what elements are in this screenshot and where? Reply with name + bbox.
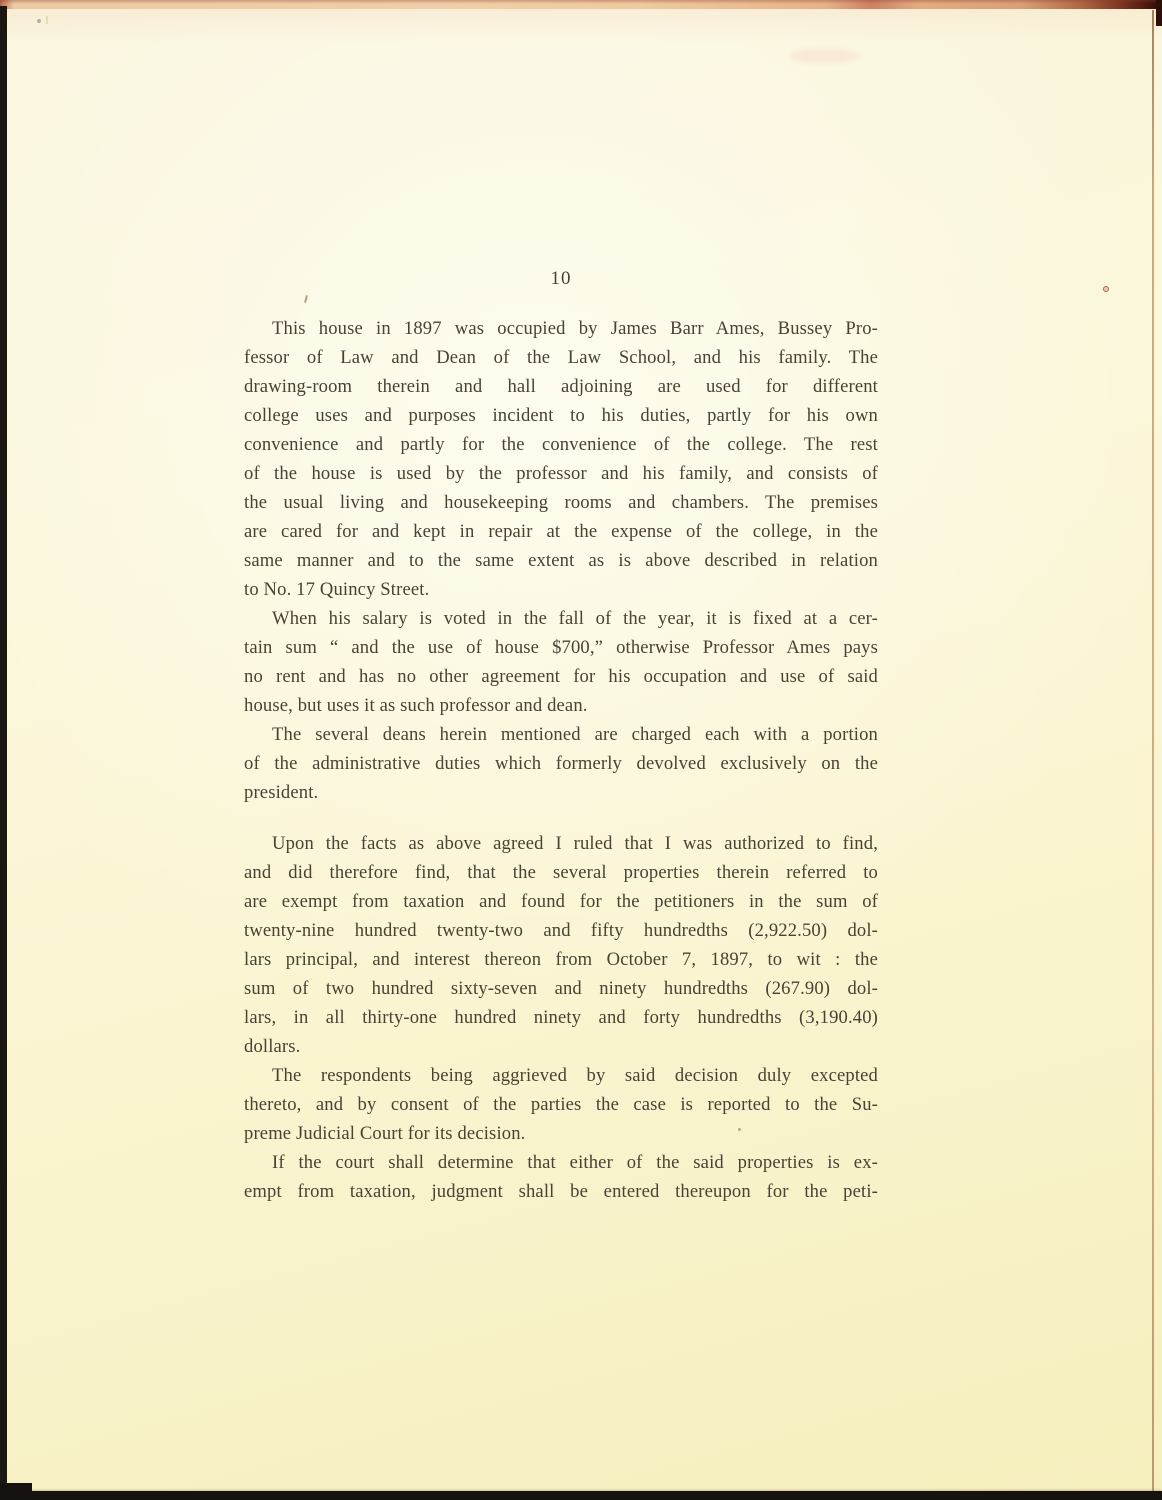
text-line: fessor of Law and Dean of the Law School, and his family. The	[244, 347, 878, 368]
scan-top-fade	[0, 9, 1162, 43]
text-line: tain sum “ and the use of house $700,” otherwise Professor Ames pays	[244, 637, 878, 658]
text-line: This house in 1897 was occupied by James Barr Ames, Bussey Pro-	[272, 318, 878, 339]
scan-smudge	[790, 48, 860, 64]
text-line: and did therefore find, that the several properties therein referred to	[244, 862, 878, 883]
text-line: If the court shall determine that either of the said properties is ex-	[272, 1152, 878, 1173]
scan-speck	[46, 16, 48, 24]
text-line: The several deans herein mentioned are charged each with a portion	[272, 724, 878, 745]
scan-speck	[1103, 286, 1109, 292]
text-line: lars, in all thirty-one hundred ninety and forty hundredths (3,190.40)	[244, 1007, 878, 1028]
text-line: president.	[244, 782, 319, 803]
page-number: 10	[550, 268, 572, 289]
paragraph-judgment	[244, 1148, 878, 1206]
text-line: no rent and has no other agreement for his occupation and use of said	[244, 666, 878, 687]
scan-speck	[304, 295, 308, 303]
text-line: lars principal, and interest thereon from October 7, 1897, to wit : the	[244, 949, 878, 970]
text-line: are exempt from taxation and found for the petitioners in the sum of	[244, 891, 878, 912]
text-line: of the house is used by the professor and his family, and consists of	[244, 463, 878, 484]
text-line: house, but uses it as such professor and dean.	[244, 695, 588, 716]
text-line: twenty-nine hundred twenty-two and fifty hundredths (2,922.50) dol-	[244, 920, 878, 941]
text-line: When his salary is voted in the fall of the year, it is fixed at a cer-	[272, 608, 878, 629]
paragraph-salary	[244, 604, 878, 720]
text-line: convenience and partly for the convenience of the college. The rest	[244, 434, 878, 455]
text-line: drawing-room therein and hall adjoining are used for different	[244, 376, 878, 397]
text-line: sum of two hundred sixty-seven and ninety hundredths (267.90) dol-	[244, 978, 878, 999]
text-line: same manner and to the same extent as is above described in relation	[244, 550, 878, 571]
text-line: dollars.	[244, 1036, 301, 1057]
text-line: The respondents being aggrieved by said decision duly excepted	[272, 1065, 878, 1086]
text-line: Upon the facts as above agreed I ruled that I was authorized to find,	[272, 833, 878, 854]
text-line: preme Judicial Court for its decision.	[244, 1123, 526, 1144]
text-line: the usual living and housekeeping rooms and chambers. The premises	[244, 492, 878, 513]
paragraph-house-occupancy	[244, 314, 878, 604]
text-block	[244, 314, 878, 1206]
scan-top-edge-strip	[0, 0, 1162, 9]
scan-left-edge-strip	[0, 6, 7, 1500]
text-line: of the administrative duties which formerly devolved exclusively on the	[244, 753, 878, 774]
text-line: college uses and purposes incident to his duties, partly for his own	[244, 405, 878, 426]
scan-right-page-edge-line	[1152, 10, 1154, 1491]
scan-speck	[37, 19, 41, 23]
text-line: empt from taxation, judgment shall be entered thereupon for the peti-	[244, 1181, 878, 1202]
scan-top-right-corner	[1156, 0, 1162, 26]
paragraph-deans	[244, 720, 878, 807]
text-line: are cared for and kept in repair at the expense of the college, in the	[244, 521, 878, 542]
paragraph-ruling	[244, 829, 878, 1061]
paragraph-respondents	[244, 1061, 878, 1148]
text-line: to No. 17 Quincy Street.	[244, 579, 430, 600]
scan-bottom-edge-strip	[0, 1491, 1162, 1500]
scan-bottom-left-corner	[0, 1483, 32, 1500]
text-line: thereto, and by consent of the parties the case is reported to the Su-	[244, 1094, 878, 1115]
